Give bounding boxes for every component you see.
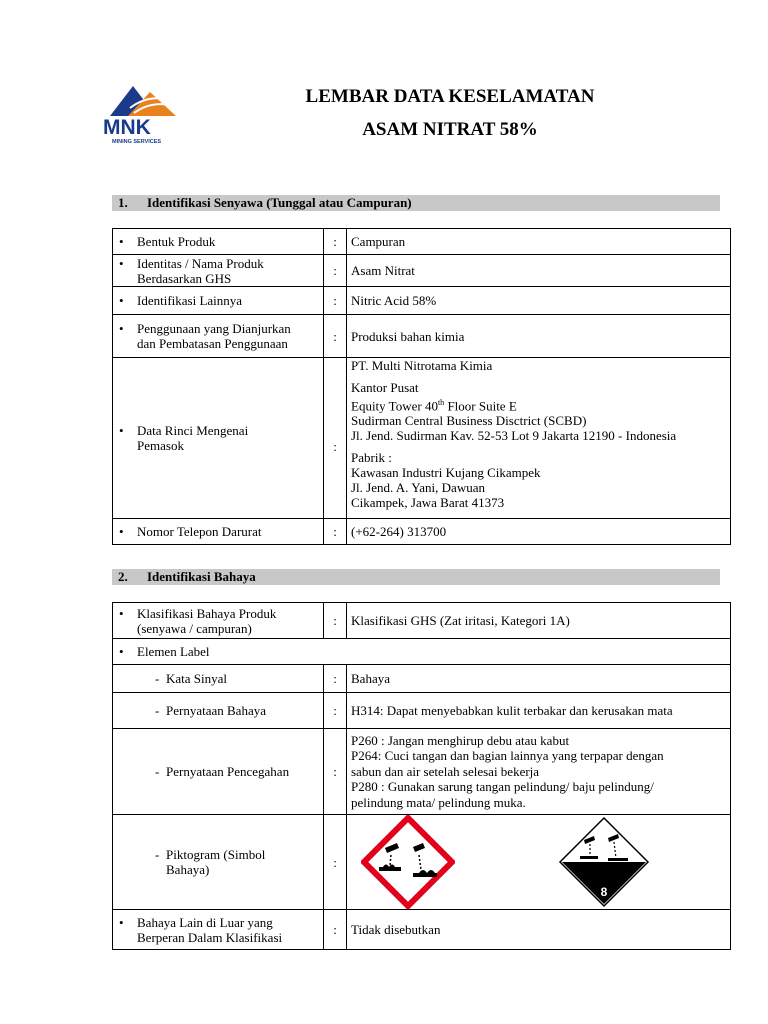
table-row: - Piktogram (Simbol Bahaya) : 8: [113, 815, 731, 910]
row-label: Pernyataan Pencegahan: [166, 764, 290, 779]
row-value: (+62-264) 313700: [347, 519, 731, 545]
document-subtitle: ASAM NITRAT 58%: [362, 119, 538, 140]
section-2-table: [112, 602, 731, 950]
table-row: • Klasifikasi Bahaya Produk (senyawa / campuran) : Klasifikasi GHS (Zat iritasi, Kategori 1A): [113, 603, 731, 639]
section-title: Identifikasi Bahaya: [147, 569, 256, 584]
transport-class-8-pictogram: [558, 816, 650, 908]
table-row: • Bentuk Produk : Campuran: [113, 229, 731, 255]
table-row: - Kata Sinyal : Bahaya: [113, 665, 731, 693]
logo-subtitle: MINING SERVICES: [112, 139, 162, 145]
table-row: - Pernyataan Pencegahan : P260 : Jangan menghirup debu atau kabut P264: Cuci tangan dan bagian lainnya yang terpapar dengan sabun dan air setelah selesai bekerja P280 : Gunakan sarung tangan pelindung/ baju pelindung/ pelindung mata/ pelindung muka.: [113, 729, 731, 815]
row-value: Produksi bahan kimia: [347, 315, 731, 358]
row-value: Tidak disebutkan: [347, 910, 731, 950]
section-1-header: [112, 195, 720, 211]
section-title: Identifikasi Senyawa (Tunggal atau Campuran): [147, 195, 412, 210]
logo-wordmark: MNK: [103, 116, 151, 139]
row-label: Elemen Label: [137, 644, 210, 659]
supplier-details: PT. Multi Nitrotama Kimia Kantor Pusat Equity Tower 40th Floor Suite E Sudirman Central Business Disctrict (SCBD) Jl. Jend. Sudirman Kav. 52-53 Lot 9 Jakarta 12190 - Indonesia Pabrik : Kawasan Industri Kujang Cikampek Jl. Jend. A. Yani, Dawuan Cikampek, Jawa Barat 41373: [347, 358, 731, 519]
table-row: • Elemen Label: [113, 639, 731, 665]
row-value: H314: Dapat menyebabkan kulit terbakar dan kerusakan mata: [347, 693, 731, 729]
row-label: Data Rinci Mengenai Pemasok: [137, 423, 249, 453]
table-row: • Identitas / Nama Produk Berdasarkan GHS : Asam Nitrat: [113, 255, 731, 287]
table-row: • Bahaya Lain di Luar yang Berperan Dalam Klasifikasi : Tidak disebutkan: [113, 910, 731, 950]
row-value: Asam Nitrat: [347, 255, 731, 287]
section-number: 1.: [118, 195, 128, 210]
table-row: • Penggunaan yang Dianjurkan dan Pembatasan Penggunaan : Produksi bahan kimia: [113, 315, 731, 358]
table-row: • Nomor Telepon Darurat : (+62-264) 313700: [113, 519, 731, 545]
table-row: • Identifikasi Lainnya : Nitric Acid 58%: [113, 287, 731, 315]
row-label: Pernyataan Bahaya: [166, 703, 266, 718]
row-label: Identifikasi Lainnya: [137, 293, 243, 308]
row-label: Bahaya Lain di Luar yang Berperan Dalam Klasifikasi: [137, 914, 283, 945]
row-label: Penggunaan yang Dianjurkan dan Pembatasan Penggunaan: [137, 321, 291, 351]
table-row: - Pernyataan Bahaya : H314: Dapat menyebabkan kulit terbakar dan kerusakan mata: [113, 693, 731, 729]
section-1-table: [112, 228, 731, 545]
document-title: LEMBAR DATA KESELAMATAN: [305, 86, 595, 107]
row-label: Kata Sinyal: [166, 671, 228, 686]
row-label: Nomor Telepon Darurat: [137, 524, 262, 539]
row-value: Campuran: [347, 229, 731, 255]
row-label: Bentuk Produk: [137, 234, 216, 249]
section-number: 2.: [118, 569, 128, 584]
section-2-header: [112, 569, 720, 585]
row-value: Bahaya: [347, 665, 731, 693]
pictograms: [347, 815, 731, 910]
class-number-label: 8: [600, 885, 608, 899]
precautionary-statements: P260 : Jangan menghirup debu atau kabut P264: Cuci tangan dan bagian lainnya yang terpapar dengan sabun dan air setelah selesai bekerja P280 : Gunakan sarung tangan pelindung/ baju pelindung/ pelindung mata/ pelindung muka.: [347, 729, 731, 815]
row-label: Klasifikasi Bahaya Produk (senyawa / campuran): [137, 605, 277, 636]
table-row: • Data Rinci Mengenai Pemasok : PT. Multi Nitrotama Kimia Kantor Pusat Equity Tower 40th Floor Suite E Sudirman Central Business Disctrict (SCBD) Jl. Jend. Sudirman Kav. 52-53 Lot 9 Jakarta 12190 - Indonesia Pabrik : Kawasan Industri Kujang Cikampek Jl. Jend. A. Yani, Dawuan Cikampek, Jawa Barat 41373: [113, 358, 731, 519]
row-label: Identitas / Nama Produk Berdasarkan GHS: [137, 255, 264, 286]
row-label: Piktogram (Simbol Bahaya): [166, 847, 266, 877]
ghs-corrosion-pictogram: [361, 815, 455, 909]
row-value: Klasifikasi GHS (Zat iritasi, Kategori 1A): [347, 603, 731, 639]
row-value: Nitric Acid 58%: [347, 287, 731, 315]
